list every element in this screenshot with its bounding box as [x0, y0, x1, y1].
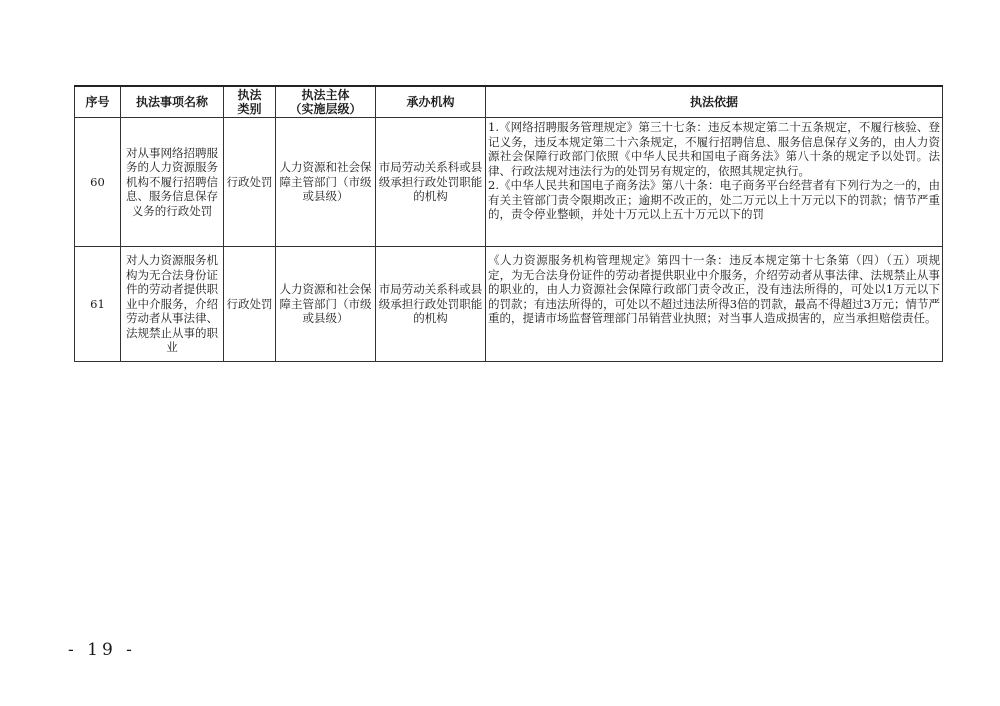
- row-item-name: [121, 247, 224, 362]
- header-category: [224, 86, 276, 118]
- table-row: [75, 247, 943, 362]
- row-category: 行政处罚: [224, 118, 276, 247]
- row-item-name: [121, 118, 224, 247]
- page-number: - 19 -: [68, 640, 136, 660]
- row-subject: 人力资源和社会保障主管部门（市级或县级）: [276, 247, 376, 362]
- row-basis-clip: [488, 120, 940, 244]
- header-category-line1: 执法: [237, 88, 262, 102]
- row-item-name-text: 对从事网络招聘服务的人力资源服务机构不履行招聘信息、服务信息保存义务的行政处罚: [126, 145, 218, 218]
- row-agency: 市局劳动关系科或县级承担行政处罚职能的机构: [376, 247, 486, 362]
- row-item-name-text: 对人力资源服务机构为无合法身份证件的劳动者提供职业中介服务，介绍劳动者从事法律、法规禁止从事的职业: [126, 253, 218, 355]
- header-subject-line1: 执法主体: [301, 88, 350, 102]
- row-subject: 人力资源和社会保障主管部门（市级或县级）: [276, 118, 376, 247]
- row-no: 61: [75, 247, 121, 362]
- table-row: [75, 118, 943, 247]
- row-basis: [486, 247, 943, 362]
- row-basis: [486, 118, 943, 247]
- table-header-row: [75, 86, 943, 118]
- header-subject: [276, 86, 376, 118]
- row-agency: 市局劳动关系科或县级承担行政处罚职能的机构: [376, 118, 486, 247]
- basis-paragraph: 1.《网络招聘服务管理规定》第三十七条：违反本规定第二十五条规定，不履行核验、登记义务，违反本规定第二十六条规定，不履行招聘信息、服务信息保存义务的，由人力资源社会保障行政部门依照《中华人民共和国电子商务法》第八十条的规定予以处罚。法律、行政法规对违法行为的处罚另有规定的，依照其规定执行。: [488, 120, 940, 178]
- header-subject-line2: （实施层级）: [289, 102, 362, 116]
- header-basis: 执法依据: [486, 86, 943, 118]
- row-basis-clip: [488, 247, 940, 361]
- basis-paragraph: 《人力资源服务机构管理规定》第四十一条：违反本规定第十七条第（四）（五）项规定，为无合法身份证件的劳动者提供职业中介服务，介绍劳动者从事法律、法规禁止从事的职业的，由人力资源社会保障行政部门责令改正，没有违法所得的，可处以1万元以下的罚款；有违法所得的，可处以不超过违法所得3倍的罚款，最高不得超过3万元；情节严重的，提请市场监督管理部门吊销营业执照；对当事人造成损害的，应当承担赔偿责任。: [488, 253, 940, 325]
- header-category-line2: 类别: [237, 102, 262, 116]
- row-category: 行政处罚: [224, 247, 276, 362]
- row-no: 60: [75, 118, 121, 247]
- header-name: 执法事项名称: [121, 86, 224, 118]
- basis-paragraph: 2.《中华人民共和国电子商务法》第八十条：电子商务平台经营者有下列行为之一的，由有关主管部门责令限期改正；逾期不改正的，处二万元以上十万元以下的罚款；情节严重的，责令停业整顿，并处十万元以上五十万元以下的罚: [488, 178, 940, 221]
- header-agency: 承办机构: [376, 86, 486, 118]
- header-no: 序号: [75, 86, 121, 118]
- enforcement-table: [74, 85, 943, 362]
